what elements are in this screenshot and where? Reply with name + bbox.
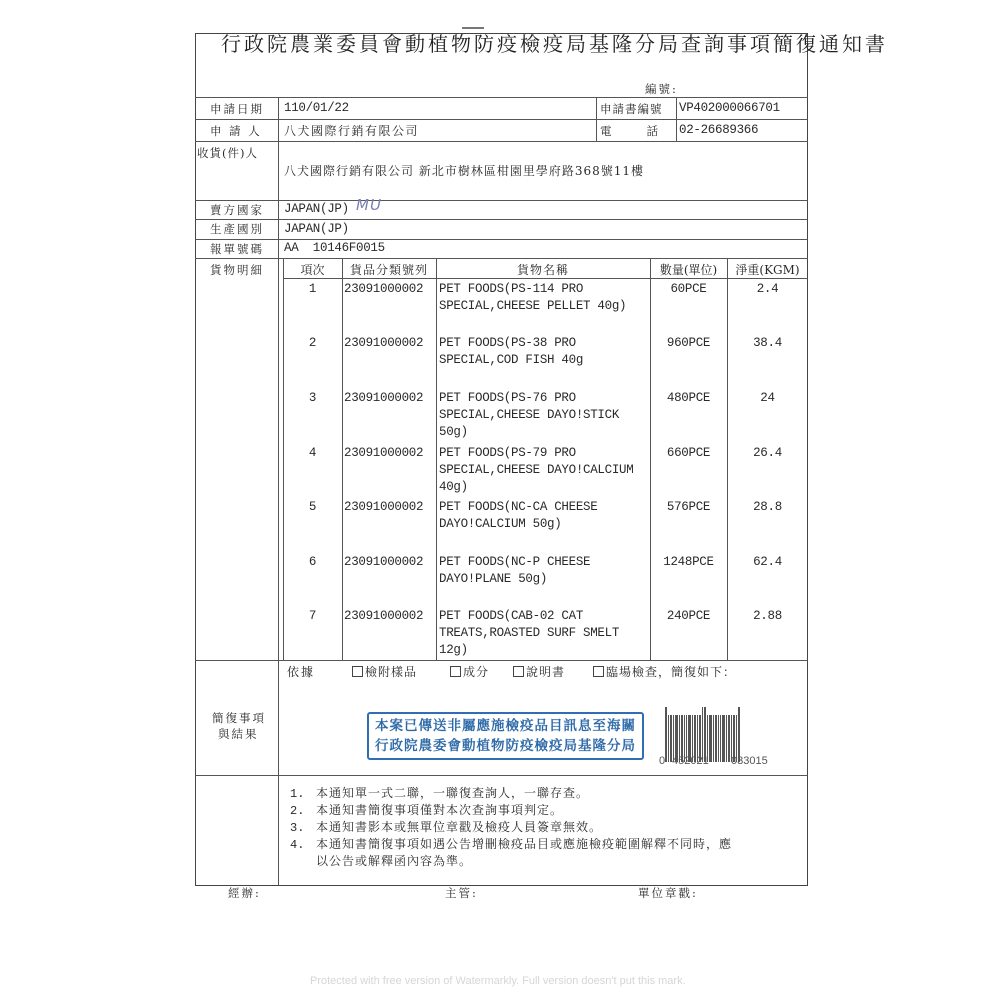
watermark-text: Protected with free version of Watermarkly. Full version doesn't put this mark. — [310, 975, 686, 987]
goods-hs-code: 23091000002 — [344, 500, 424, 514]
divider — [195, 258, 808, 259]
checkbox-label: 檢附樣品 — [365, 665, 418, 679]
goods-hs-code: 23091000002 — [344, 609, 424, 623]
stamp-line: 本案已傳送非屬應施檢疫品目訊息至海關 — [375, 718, 636, 734]
goods-name-line: SPECIAL,CHEESE DAYO!CALCIUM — [439, 463, 634, 477]
goods-quantity: 240PCE — [666, 609, 711, 623]
application-date-label: 申請日期 — [210, 102, 264, 116]
goods-col-header-hs-code: 貨品分類號列 — [349, 263, 428, 277]
divider — [195, 97, 808, 98]
checkbox-box[interactable] — [352, 666, 363, 677]
seller-country-value: JAPAN(JP) — [284, 202, 349, 216]
goods-name-line: DAYO!CALCIUM 50g) — [439, 517, 562, 531]
goods-quantity: 576PCE — [666, 500, 711, 514]
basis-label: 依據 — [287, 665, 316, 679]
supervisor-signature-label: 主管: — [445, 886, 478, 900]
barcode-group-2: 033015 — [731, 755, 768, 767]
goods-quantity: 660PCE — [666, 446, 711, 460]
goods-quantity: 1248PCE — [663, 555, 714, 569]
goods-name-line: PET FOODS(PS-38 PRO — [439, 336, 576, 350]
goods-hs-code: 23091000002 — [344, 391, 424, 405]
goods-quantity: 60PCE — [670, 282, 707, 296]
goods-item-no: 6 — [308, 555, 317, 569]
goods-name-line: 50g) — [439, 425, 468, 439]
goods-name-line: PET FOODS(NC-P CHEESE — [439, 555, 591, 569]
goods-hs-code: 23091000002 — [344, 446, 424, 460]
applicant-value: 八犬國際行銷有限公司 — [284, 124, 420, 138]
checkbox-box[interactable] — [513, 666, 524, 677]
goods-header-underline — [283, 278, 808, 279]
goods-name-line: SPECIAL,COD FISH 40g — [439, 353, 584, 367]
checkbox-sample[interactable] — [352, 665, 417, 679]
goods-col-line — [342, 258, 343, 660]
origin-country-label: 生產國別 — [210, 222, 264, 236]
goods-col-header-quantity: 數量(單位) — [659, 263, 718, 277]
goods-col-header-item: 項次 — [300, 263, 325, 277]
goods-net-weight: 2.4 — [756, 282, 779, 296]
goods-hs-code: 23091000002 — [344, 336, 424, 350]
consignee-label: 收貨(件)人 — [197, 146, 258, 160]
goods-hs-code: 23091000002 — [344, 555, 424, 569]
checkbox-label: 臨場檢查，簡復如下： — [606, 665, 737, 679]
document-title: 行政院農業委員會動植物防疫檢疫局基隆分局查詢事項簡復通知書 — [221, 32, 888, 56]
goods-name-line: PET FOODS(CAB-02 CAT — [439, 609, 584, 623]
goods-name-line: PET FOODS(NC-CA CHEESE — [439, 500, 598, 514]
handwritten-note: MU — [356, 196, 382, 214]
goods-col-header-weight: 淨重(KGM) — [735, 263, 800, 277]
goods-item-no: 2 — [308, 336, 317, 350]
phone-label: 電 話 — [600, 124, 662, 138]
unit-seal-label: 單位章戳: — [638, 886, 698, 900]
goods-name-line: SPECIAL,CHEESE PELLET 40g) — [439, 299, 627, 313]
divider — [195, 775, 808, 776]
result-label-line1: 簡復事項 — [212, 711, 266, 725]
seller-country-label: 賣方國家 — [210, 203, 264, 217]
handler-signature-label: 經辦: — [228, 886, 261, 900]
goods-net-weight: 62.4 — [753, 555, 782, 569]
goods-net-weight: 2.88 — [753, 609, 782, 623]
goods-section-label: 貨物明細 — [210, 263, 264, 277]
goods-quantity: 960PCE — [666, 336, 711, 350]
application-no-value: VP402000066701 — [679, 101, 780, 115]
goods-quantity: 480PCE — [666, 391, 711, 405]
divider — [195, 239, 808, 240]
note-item: 2. 本通知書簡復事項僅對本次查詢事項判定。 — [290, 803, 564, 818]
checkbox-label: 說明書 — [526, 665, 566, 679]
consignee-value: 八犬國際行銷有限公司 新北市樹林區柑園里學府路368號11樓 — [284, 164, 644, 178]
result-label-line2: 與結果 — [218, 727, 259, 741]
checkbox-box[interactable] — [450, 666, 461, 677]
customs-notice-stamp — [367, 712, 644, 760]
goods-name-line: PET FOODS(PS-79 PRO — [439, 446, 576, 460]
goods-item-no: 5 — [308, 500, 317, 514]
goods-item-no: 1 — [308, 282, 317, 296]
divider — [195, 141, 808, 142]
goods-net-weight: 24 — [760, 391, 775, 405]
goods-col-line — [436, 258, 437, 660]
goods-name-line: 12g) — [439, 643, 468, 657]
barcode-group-1: 452021 — [672, 755, 709, 767]
goods-item-no: 7 — [308, 609, 317, 623]
declaration-no-label: 報單號碼 — [210, 242, 264, 256]
note-item: 4. 本通知書簡復事項如遇公告增刪檢疫品目或應施檢疫範圍解釋不同時，應 — [290, 837, 733, 852]
goods-item-no: 4 — [308, 446, 317, 460]
goods-net-weight: 38.4 — [753, 336, 782, 350]
label-column-line — [278, 97, 279, 885]
stamp-line: 行政院農委會動植物防疫檢疫局基隆分局 — [375, 738, 636, 754]
phone-value: 02-26689366 — [679, 123, 759, 137]
note-item: 1. 本通知單一式二聯，一聯復查詢人，一聯存查。 — [290, 786, 590, 801]
goods-col-header-name: 貨物名稱 — [516, 263, 569, 277]
punch-mark — [462, 27, 484, 29]
divider — [195, 200, 808, 201]
checkbox-ingredient[interactable] — [450, 665, 489, 679]
divider — [195, 219, 808, 220]
divider — [596, 97, 597, 141]
checkbox-inspection[interactable] — [593, 665, 736, 679]
note-item-continued: 以公告或解釋函內容為準。 — [316, 854, 473, 868]
goods-hs-code: 23091000002 — [344, 282, 424, 296]
serial-label: 編號: — [645, 82, 678, 96]
checkbox-manual[interactable] — [513, 665, 565, 679]
goods-name-line: SPECIAL,CHEESE DAYO!STICK — [439, 408, 620, 422]
goods-name-line: PET FOODS(PS-76 PRO — [439, 391, 576, 405]
goods-net-weight: 28.8 — [753, 500, 782, 514]
divider — [676, 97, 677, 141]
goods-name-line: PET FOODS(PS-114 PRO — [439, 282, 584, 296]
checkbox-label: 成分 — [463, 665, 490, 679]
goods-name-line: 40g) — [439, 480, 468, 494]
goods-name-line: TREATS,ROASTED SURF SMELT — [439, 626, 620, 640]
goods-name-line: DAYO!PLANE 50g) — [439, 572, 548, 586]
checkbox-box[interactable] — [593, 666, 604, 677]
declaration-no-value: AA 10146F0015 — [284, 241, 385, 255]
goods-item-no: 3 — [308, 391, 317, 405]
application-no-label: 申請書編號 — [600, 102, 663, 116]
applicant-label: 申 請 人 — [210, 124, 262, 138]
goods-net-weight: 26.4 — [753, 446, 782, 460]
divider — [195, 119, 808, 120]
note-item: 3. 本通知書影本或無單位章戳及檢疫人員簽章無效。 — [290, 820, 603, 835]
origin-country-value: JAPAN(JP) — [284, 222, 349, 236]
divider — [195, 660, 808, 661]
application-date-value: 110/01/22 — [284, 101, 349, 115]
barcode-digit-left: 0 — [659, 755, 666, 767]
